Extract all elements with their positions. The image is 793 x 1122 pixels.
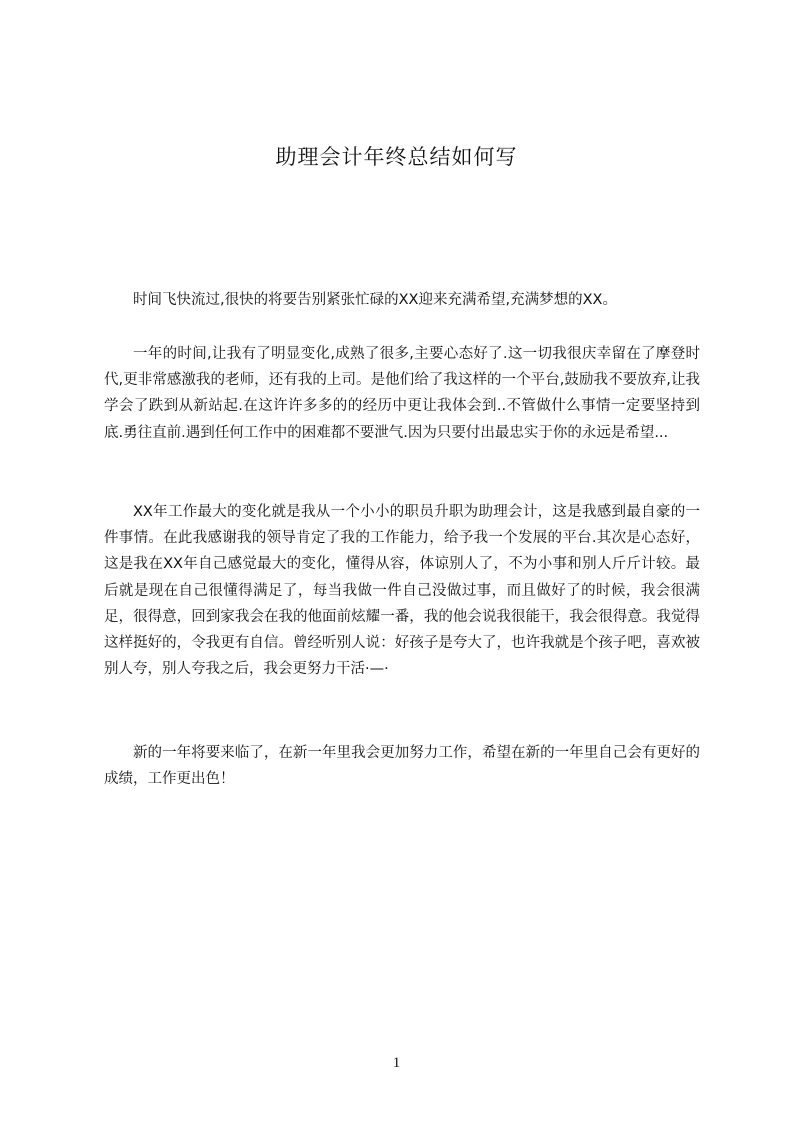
- paragraph-promotion: XX年工作最大的变化就是我从一个小小的职员升职为助理会计，这是我感到最自豪的一件事情。在此我感谢我的领导肯定了我的工作能力，给予我一个发展的平台.其次是心态好，这是我在XX年自己感觉最大的变化，懂得从容，体谅别人了，不为小事和别人斤斤计较。最后就是现在自己很懂得满足了，每当我做一件自己没做过事，而且做好了的时候，我会很满足，很得意，回到家我会在我的他面前炫耀一番，我的他会说我很能干，我会很得意。我觉得这样挺好的，令我更有自信。曾经听别人说：好孩子是夸大了，也许我就是个孩子吧，喜欢被别人夸，别人夸我之后，我会更努力干活·—·: [104, 504, 700, 678]
- document-title: 助理会计年终总结如何写: [275, 145, 518, 169]
- paragraph-new-year: 新的一年将要来临了，在新一年里我会更加努力工作，希望在新的一年里自己会有更好的成绩，工作更出色！: [104, 745, 700, 788]
- page-number: 1: [392, 1055, 401, 1071]
- paragraph-growth: 一年的时间,让我有了明显变化,成熟了很多,主要心态好了.这一切我很庆幸留在了摩登时代,更非常感激我的老师，还有我的上司。是他们给了我这样的一个平台,鼓励我不要放弃,让我学会了跌到从新站起.在这许许多多的的经历中更让我体会到..不管做什么事情一定要坚持到底.勇往直前.遇到任何工作中的困难都不要泄气.因为只要付出最忠实于你的永远是希望...: [104, 346, 700, 441]
- paragraph-intro: 时间飞快流过,很快的将要告别紧张忙碌的XX迎来充满希望,充满梦想的XX。: [133, 292, 617, 308]
